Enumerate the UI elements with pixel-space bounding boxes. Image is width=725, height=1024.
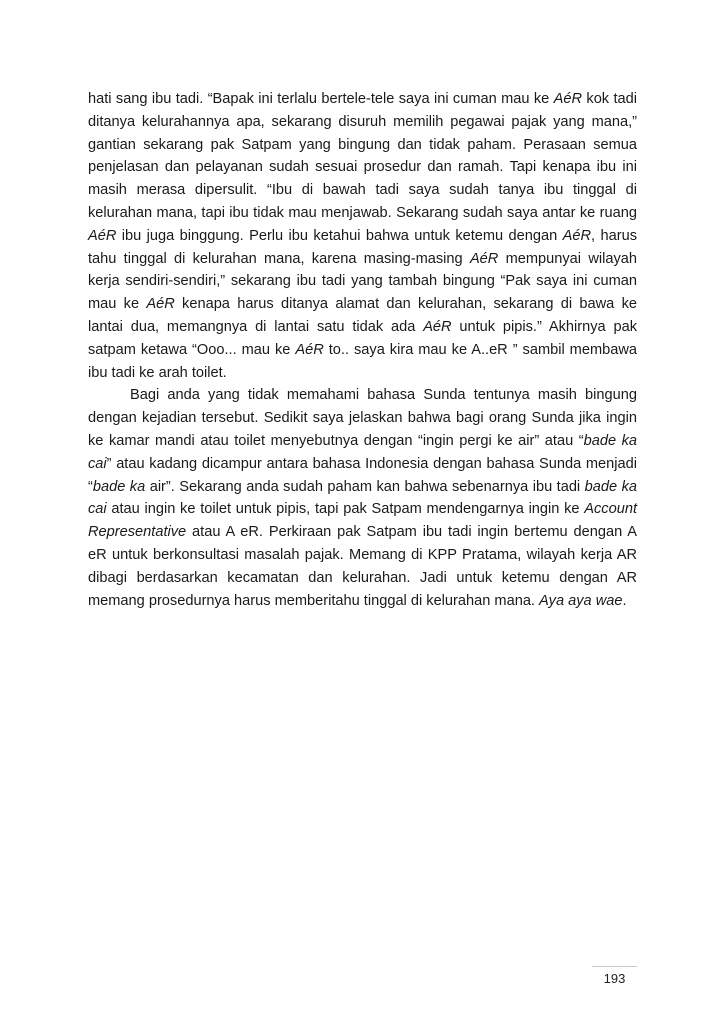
- text-run: hati sang ibu tadi. “Bapak ini terlalu bertele-tele saya ini cuman mau ke: [88, 91, 554, 107]
- text-run: atau ingin ke toilet untuk pipis, tapi pak Satpam mendengarnya ingin ke: [106, 501, 585, 518]
- text-run: ibu juga binggung. Perlu ibu ketahui bahwa untuk ketemu dengan: [116, 227, 563, 244]
- text-run: Bagi anda yang tidak memahami bahasa Sunda tentunya masih bingung dengan kejadian tersebut. Sedikit saya jelaskan bahwa bagi orang Sunda jika ingin ke kamar mandi atau toilet menyebutnya dengan “ingin pergi ke air” atau “: [88, 387, 637, 449]
- text-run: atau A eR. Perkiraan pak Satpam ibu tadi ingin bertemu dengan A eR untuk berkonsultasi masalah pajak. Memang di KPP Pratama, wilayah kerja AR dibagi berdasarkan kecamatan dan kelurahan. Jadi untuk ketemu dengan AR memang prosedurnya harus memberitahu tinggal di kelurahan mana.: [88, 524, 637, 609]
- text-run: .: [622, 592, 627, 609]
- text-run: untuk pipis.” Akhirnya pak satpam ketawa “Ooo... mau ke: [88, 318, 637, 358]
- paragraph: [88, 88, 637, 384]
- body-text: [88, 88, 637, 612]
- footer-divider: [592, 966, 637, 967]
- italic-text-run: AéR: [562, 227, 592, 244]
- page-footer: [592, 964, 637, 994]
- italic-text-run: bade ka: [92, 478, 146, 495]
- text-run: kenapa harus ditanya alamat dan kelurahan, sekarang di bawa ke lantai dua, memangnya di lantai satu tidak ada: [88, 296, 637, 335]
- italic-text-run: Account Representative: [88, 501, 637, 541]
- italic-text-run: AéR: [295, 341, 324, 358]
- paragraph: [88, 384, 637, 612]
- italic-text-run: AéR: [423, 318, 452, 335]
- italic-text-run: bade ka cai: [88, 432, 638, 472]
- italic-text-run: Aya aya wae: [539, 592, 623, 609]
- text-run: kok tadi ditanya kelurahannya apa, sekarang disuruh memilih pegawai pajak yang mana,” gantian sekarang pak Satpam yang bingung dan tidak paham. Perasaan semua penjelasan dan pelayanan sudah sesuai prosedur dan ramah. Tapi kenapa ibu ini masih merasa dipersulit. “Ibu di bawah tadi saya sudah tanya ibu tinggal di kelurahan mana, tapi ibu tidak mau menjawab. Sekarang sudah saya antar ke ruang: [88, 91, 638, 221]
- text-run: mempunyai wilayah kerja sendiri-sendiri,” sekarang ibu tadi yang tambah bingung “Pak saya ini cuman mau ke: [88, 250, 637, 313]
- italic-text-run: bade ka cai: [88, 478, 638, 518]
- text-run: ” atau kadang dicampur antara bahasa Indonesia dengan bahasa Sunda menjadi “: [88, 455, 637, 495]
- page-number: 193: [603, 971, 626, 986]
- text-run: air”. Sekarang anda sudah paham kan bahwa sebenarnya ibu tadi: [145, 478, 585, 495]
- text-run: to.. saya kira mau ke A..eR ” sambil membawa ibu tadi ke arah toilet.: [88, 341, 637, 381]
- italic-text-run: AéR: [146, 296, 175, 313]
- italic-text-run: AéR: [469, 250, 499, 267]
- italic-text-run: AéR: [553, 91, 583, 107]
- text-run: , harus tahu tinggal di kelurahan mana, karena masing-masing: [88, 227, 637, 267]
- italic-text-run: AéR: [88, 227, 117, 244]
